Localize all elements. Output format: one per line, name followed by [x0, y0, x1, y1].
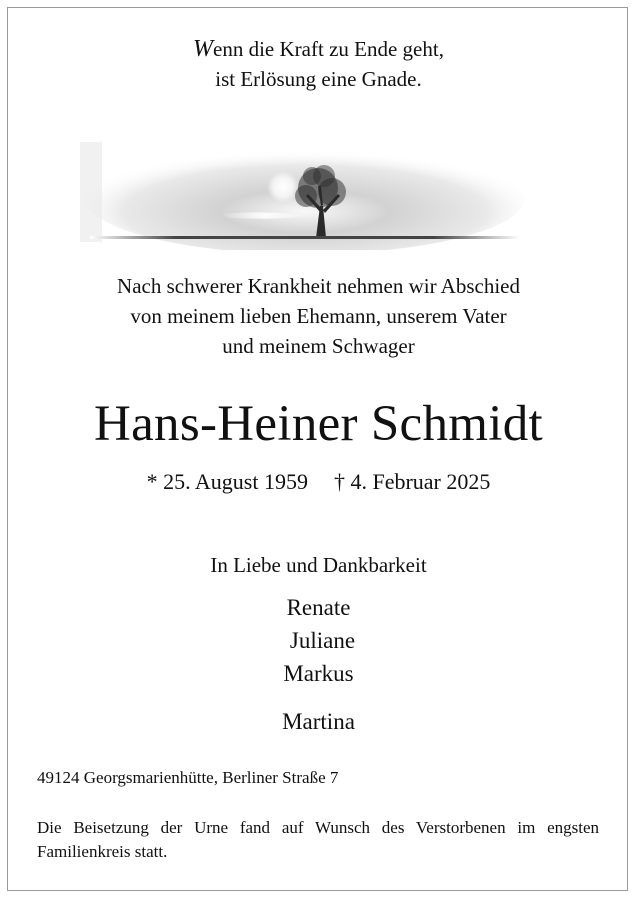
- death-date: † 4. Februar 2025: [333, 469, 491, 494]
- quote: [0, 34, 637, 94]
- mourner-name: Juliane: [289, 628, 356, 653]
- quote-line-1: [0, 34, 637, 64]
- quote-line-1-text: enn die Kraft zu Ende geht,: [213, 37, 444, 61]
- intro-line-2: von meinem lieben Ehemann, unserem Vater: [130, 304, 507, 328]
- intro-line-1: Nach schwerer Krankheit nehmen wir Abschied: [117, 274, 520, 298]
- tree-at-sunset-icon: [80, 130, 530, 250]
- life-dates: [0, 467, 637, 497]
- dedication: In Liebe und Dankbarkeit: [210, 553, 427, 577]
- quote-initial: W: [193, 36, 214, 62]
- mourner-name: Markus: [283, 661, 354, 686]
- deceased-name: Hans-Heiner Schmidt: [93, 396, 543, 452]
- mourner-name: Renate: [286, 595, 351, 620]
- intro-line-3: und meinem Schwager: [222, 334, 415, 358]
- mourner-name: Martina: [282, 709, 355, 734]
- address: 49124 Georgsmarienhütte, Berliner Straße 7: [37, 768, 339, 787]
- birth-date: * 25. August 1959: [146, 469, 308, 494]
- quote-line-2: ist Erlösung eine Gnade.: [215, 67, 422, 91]
- burial-note: Die Beisetzung der Urne fand auf Wunsch des Verstorbenen im engsten Familienkreis statt.: [37, 818, 599, 861]
- farewell-intro: [0, 271, 637, 361]
